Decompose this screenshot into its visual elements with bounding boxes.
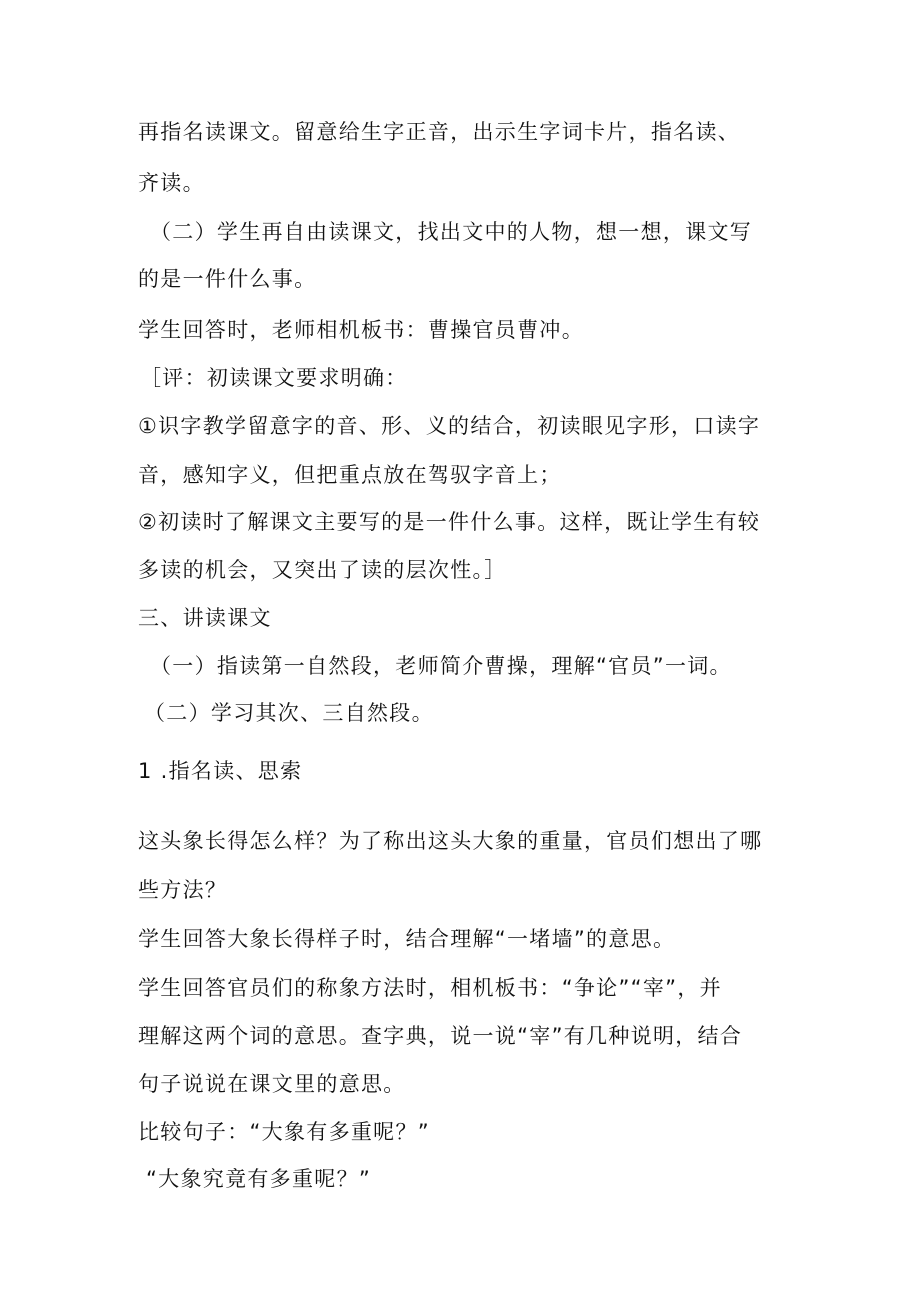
paragraph-line: 学生回答大象长得样子时，结合理解“一堵墙”的意思。 — [138, 927, 676, 951]
paragraph-line: 比较句子：“大象有多重呢？” — [138, 1120, 430, 1144]
paragraph-line: 齐读。 — [138, 171, 205, 195]
paragraph-line: （二）学生再自由读课文，找出文中的人物，想一想，课文写 — [150, 220, 753, 244]
paragraph-line: 句子说说在课文里的意思。 — [138, 1072, 406, 1096]
paragraph-line: 1 .指名读、思索 — [138, 759, 303, 783]
paragraph-line: 理解这两个词的意思。查字典，说一说“宰”有几种说明，结合 — [138, 1024, 743, 1048]
paragraph-line: ［评：初读课文要求明确： — [140, 366, 408, 390]
paragraph-line: “大象究竟有多重呢？” — [146, 1167, 372, 1191]
paragraph-line: 的是一件什么事。 — [138, 267, 317, 291]
paragraph-line: ②初读时了解课文主要写的是一件什么事。这样，既让学生有较 — [138, 510, 761, 534]
paragraph-line: ①识字教学留意字的音、形、义的结合，初读眼见字形，口读字 — [138, 414, 761, 438]
paragraph-line: 音，感知字义，但把重点放在驾驭字音上； — [138, 463, 562, 487]
paragraph-line: 多读的机会，又突出了读的层次性。］ — [138, 558, 507, 582]
paragraph-line: 学生回答时，老师相机板书：曹操官员曹冲。 — [138, 318, 584, 342]
section-heading: 三、讲读课文 — [138, 606, 272, 630]
paragraph-line: 这头象长得怎么样？为了称出这头大象的重量，官员们想出了哪 — [138, 829, 763, 853]
paragraph-line: 些方法？ — [138, 878, 228, 902]
paragraph-line: （一）指读第一自然段，老师简介曹操，理解“官员”一词。 — [150, 654, 732, 678]
paragraph-line: （二）学习其次、三自然段。 — [144, 701, 434, 725]
paragraph-line: 再指名读课文。留意给生字正音，出示生字词卡片，指名读、 — [138, 120, 741, 144]
paragraph-line: 学生回答官员们的称象方法时，相机板书：“争论”“宰”，并 — [138, 976, 722, 1000]
